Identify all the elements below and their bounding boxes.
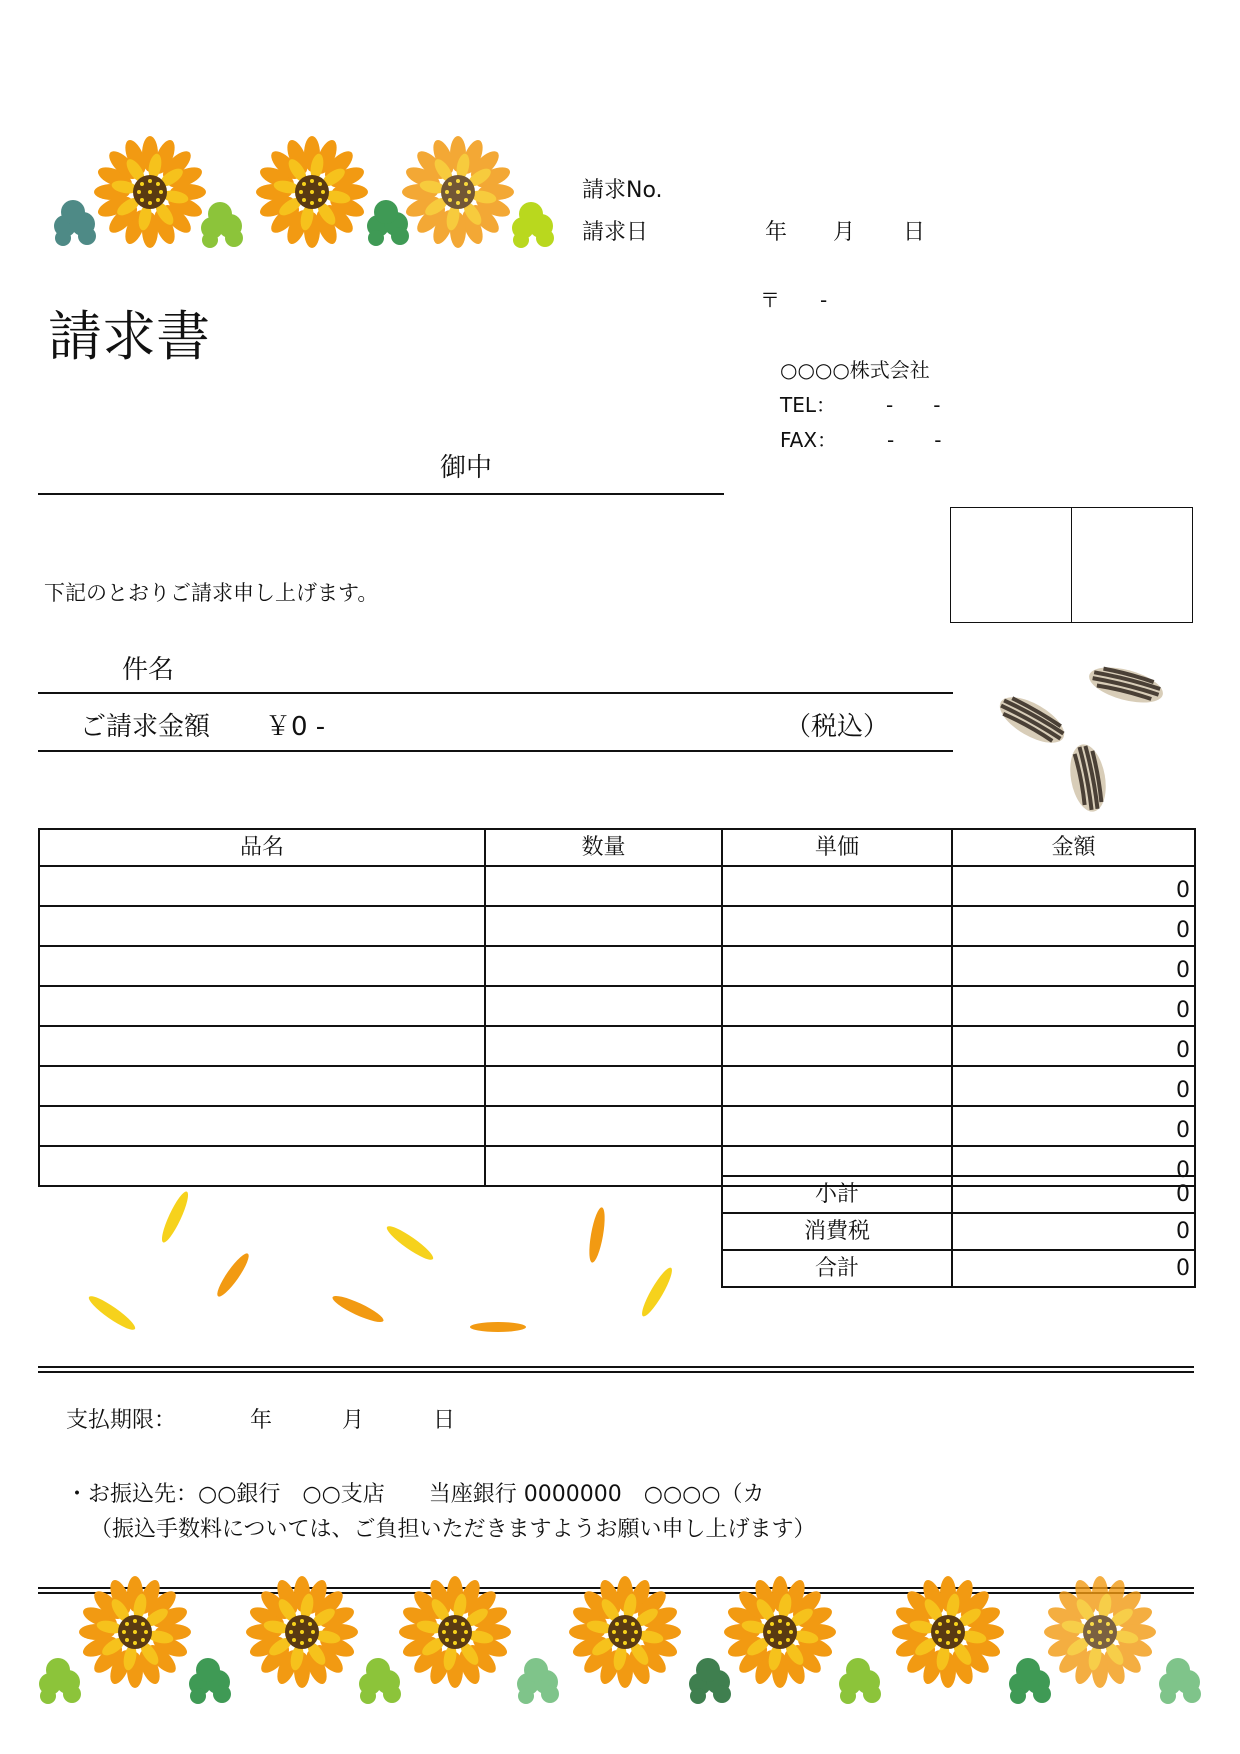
amount-value: ￥0 - [265,712,326,742]
deadline-day: 日 [433,1408,456,1433]
total-value: 0 [952,1250,1195,1287]
item-name-cell[interactable] [39,1066,485,1106]
unit-price-cell[interactable] [722,1026,952,1066]
unit-price-cell[interactable] [722,986,952,1026]
unit-price-cell[interactable] [722,1106,952,1146]
amount-cell: 0 [952,1066,1195,1106]
unit-price-cell[interactable] [722,866,952,906]
amount-cell: 0 [952,1026,1195,1066]
table-header-row [39,829,1195,866]
amount-cell: 0 [952,866,1195,906]
table-row [39,946,1195,986]
bank-transfer-info: ・お振込先：○○銀行 ○○支店 当座銀行 0000000 ○○○○（カ [66,1482,765,1507]
quantity-cell[interactable] [485,866,722,906]
deadline-year: 年 [250,1408,273,1433]
header-quantity: 数量 [485,829,722,866]
quantity-cell[interactable] [485,1026,722,1066]
bottom-sunflower-decoration [30,1570,1210,1730]
intro-text: 下記のとおりご請求申し上げます。 [44,581,379,605]
invoice-date-month: 月 [833,220,856,245]
totals-table [721,1175,1196,1288]
deadline-month: 月 [342,1408,365,1433]
item-name-cell[interactable] [39,1026,485,1066]
quantity-cell[interactable] [485,1106,722,1146]
stamp-box-right [1071,507,1193,623]
quantity-cell[interactable] [485,1066,722,1106]
total-label: 合計 [722,1250,952,1287]
subtotal-label: 小計 [722,1176,952,1213]
header-unit-price: 単価 [722,829,952,866]
quantity-cell[interactable] [485,1146,722,1186]
unit-price-cell[interactable] [722,1066,952,1106]
deadline-label: 支払期限： [66,1408,177,1433]
recipient-underline [38,493,724,495]
header-amount: 金額 [952,829,1195,866]
unit-price-cell[interactable] [722,906,952,946]
items-table [38,828,1196,1187]
item-name-cell[interactable] [39,946,485,986]
tax-label: 消費税 [722,1213,952,1250]
subject-underline [38,692,953,694]
tax-value: 0 [952,1213,1195,1250]
item-name-cell[interactable] [39,986,485,1026]
item-name-cell[interactable] [39,1146,485,1186]
total-row [722,1250,1195,1287]
subtotal-value: 0 [952,1176,1195,1213]
tax-row [722,1213,1195,1250]
stamp-box-left [950,507,1072,623]
amount-cell: 0 [952,946,1195,986]
amount-underline [38,750,953,752]
item-name-cell[interactable] [39,866,485,906]
top-sunflower-decoration [50,120,570,280]
subtotal-row [722,1176,1195,1213]
amount-cell: 0 [952,906,1195,946]
section-divider-top [38,1366,1194,1368]
amount-cell: 0 [952,986,1195,1026]
sender-fax: FAX： - - [780,428,942,452]
sunflower-seeds-decoration [960,660,1160,810]
recipient-honorific: 御中 [440,453,493,483]
amount-cell: 0 [952,1146,1195,1186]
table-row [39,866,1195,906]
quantity-cell[interactable] [485,946,722,986]
table-row [39,986,1195,1026]
table-row [39,1026,1195,1066]
amount-label: ご請求金額 [80,712,211,742]
table-row [39,1106,1195,1146]
header-item-name: 品名 [39,829,485,866]
amount-cell: 0 [952,1106,1195,1146]
invoice-date-year: 年 [765,220,788,245]
item-name-cell[interactable] [39,906,485,946]
sender-company: ○○○○株式会社 [780,358,930,382]
sender-tel: TEL： - - [780,393,941,417]
table-row [39,1066,1195,1106]
invoice-no-label: 請求No. [582,178,663,203]
invoice-date-label: 請求日 [582,220,649,245]
sender-postal: 〒 - [760,288,828,312]
item-name-cell[interactable] [39,1106,485,1146]
falling-petals-decoration [70,1185,710,1365]
transfer-fee-note: （振込手数料については、ご負担いただきますようお願い申し上げます） [90,1517,816,1542]
amount-tax-note: （税込） [785,712,890,742]
unit-price-cell[interactable] [722,946,952,986]
subject-label: 件名 [122,655,175,685]
quantity-cell[interactable] [485,906,722,946]
section-divider-bottom [38,1371,1194,1373]
page-title: 請求書 [48,305,210,368]
invoice-date-day: 日 [903,220,926,245]
quantity-cell[interactable] [485,986,722,1026]
table-row [39,906,1195,946]
